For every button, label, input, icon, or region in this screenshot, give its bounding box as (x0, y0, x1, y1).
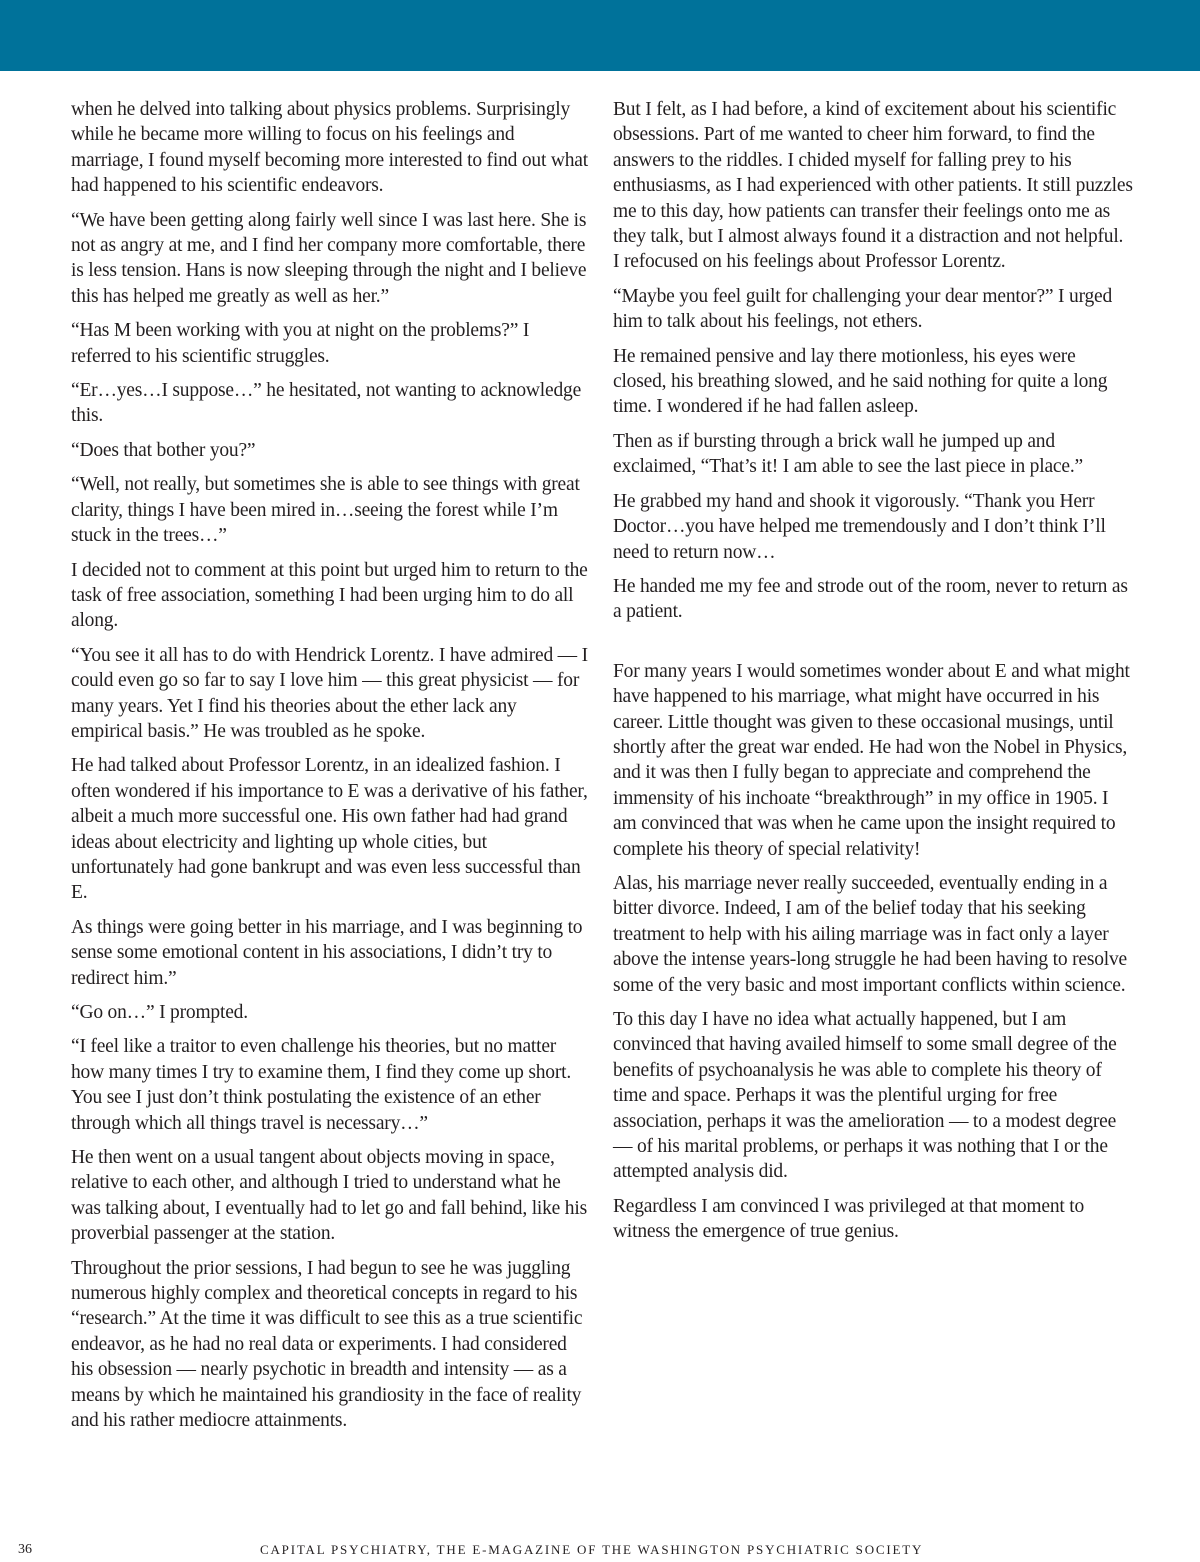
paragraph: “I feel like a traitor to even challenge his theories, but no matter how many times I try to examine them, I find they come up short. You see I just don’t think postulating the existence of an ether through which all things travel is necessary…” (71, 1036, 572, 1134)
paragraph: For many years I would sometimes wonder about E and what might have happened to his marriage, what might have occurred in his career. Little thought was given to these occasional musings, until shortly after the great war ended. He had won the Nobel in Physics, and it was then I fully began to appreciate and comprehend the immensity of his inchoate “breakthrough” in my office in 1905. I am convinced that was when he came upon the insight required to complete his theory of special relativity! (613, 660, 1130, 860)
paragraph: “Well, not really, but sometimes she is able to see things with great clarity, things I have been mired in…seeing the forest while I’m stuck in the trees…” (71, 474, 580, 547)
paragraph: “Has M been working with you at night on the problems?” I referred to his scientific struggles. (71, 320, 530, 367)
paragraph: I decided not to comment at this point but urged him to return to the task of free association, something I had been urging him to do all along. (71, 559, 588, 632)
paragraph: He then went on a usual tangent about objects moving in space, relative to each other, and although I tried to understand what he was talking about, I eventually had to let go and fall behind, like his proverbial passenger at the station. (71, 1147, 587, 1245)
paragraph: He remained pensive and lay there motionless, his eyes were closed, his breathing slowed, and he said nothing for quite a long time. I wondered if he had fallen asleep. (613, 345, 1108, 418)
paragraph: when he delved into talking about physics problems. Surprisingly while he became more willing to focus on his feelings and marriage, I found myself becoming more interested to find out what had happened to his scientific endeavors. (71, 99, 588, 197)
page-number: 36 (18, 1542, 32, 1557)
right-column (613, 97, 1133, 1254)
header-band (0, 0, 1200, 71)
paragraph: But I felt, as I had before, a kind of excitement about his scientific obsessions. Part of me wanted to cheer him forward, to find the answers to the riddles. I chided myself for falling prey to his enthusiasms, as I had experienced with other patients. It still puzzles me to this day, how patients can transfer their feelings onto me as they talk, but I almost always found it a distraction and not helpful. I refocused on his feelings about Professor Lorentz. (613, 99, 1133, 273)
paragraph: To this day I have no idea what actually happened, but I am convinced that having availed himself to some small degree of the benefits of psychoanalysis he was able to complete his theory of time and space. Perhaps it was the plentiful urging for free association, perhaps it was the amelioration — to a modest degree — of his marital problems, or perhaps it was nothing that I or the attempted analysis did. (613, 1009, 1117, 1183)
paragraph: Regardless I am convinced I was privileged at that moment to witness the emergence of true genius. (613, 1195, 1085, 1243)
paragraph: “Er…yes…I suppose…” he hesitated, not wanting to acknowledge this. (71, 380, 582, 427)
paragraph: He grabbed my hand and shook it vigorously. “Thank you Herr Doctor…you have helped me tremendously and I don’t think I’ll need to return now… (613, 490, 1106, 563)
paragraph: He had talked about Professor Lorentz, in an idealized fashion. I often wondered if his importance to E was a derivative of his father, albeit a much more successful one. His own father had had grand ideas about electricity and lighting up whole cities, but unfortunately had gone bankrupt and was even less successful than E. (71, 755, 588, 904)
page-footer (0, 1538, 1200, 1562)
paragraph: “You see it all has to do with Hendrick Lorentz. I have admired — I could even go so far to say I love him — this great physicist — for many years. Yet I find his theories about the ether lack any empirical basis.” He was troubled as he spoke. (71, 644, 588, 742)
paragraph: Then as if bursting through a brick wall he jumped up and exclaimed, “That’s it! I am able to see the last piece in place.” (613, 430, 1083, 478)
paragraph: “Maybe you feel guilt for challenging your dear mentor?” I urged him to talk about his feelings, not ethers. (613, 285, 1113, 333)
paragraph: As things were going better in his marriage, and I was beginning to sense some emotional content in his associations, I didn’t try to redirect him.” (71, 916, 583, 989)
paragraph: Alas, his marriage never really succeeded, eventually ending in a bitter divorce. Indeed, I am of the belief today that his seeking treatment to help with his ailing marriage was in fact only a layer above the intense years-long struggle he had been having to resolve some of the very basic and most important conflicts within science. (613, 872, 1128, 996)
paragraph: He handed me my fee and strode out of the room, never to return as a patient. (613, 575, 1128, 623)
paragraph: “Go on…” I prompted. (71, 1002, 248, 1023)
paragraph: “Does that bother you?” (71, 439, 256, 461)
left-column (71, 97, 591, 1443)
paragraph: “We have been getting along fairly well since I was last here. She is not as angry at me, and I find her company more comfortable, there is less tension. Hans is now sleeping through the night and I believe this has helped me greatly as well as her.” (71, 209, 587, 307)
paragraph: Throughout the prior sessions, I had begun to see he was juggling numerous highly complex and theoretical concepts in regard to his “research.” At the time it was difficult to see this as a true scientific endeavor, as he had no real data or experiments. I had considered his obsession — nearly psychotic in breadth and intensity — as a means by which he maintained his grandiosity in the face of reality and his rather mediocre attainments. (71, 1257, 583, 1432)
publication-title: CAPITAL PSYCHIATRY, THE E-MAGAZINE OF THE WASHINGTON PSYCHIATRIC SOCIETY (260, 1542, 924, 1557)
